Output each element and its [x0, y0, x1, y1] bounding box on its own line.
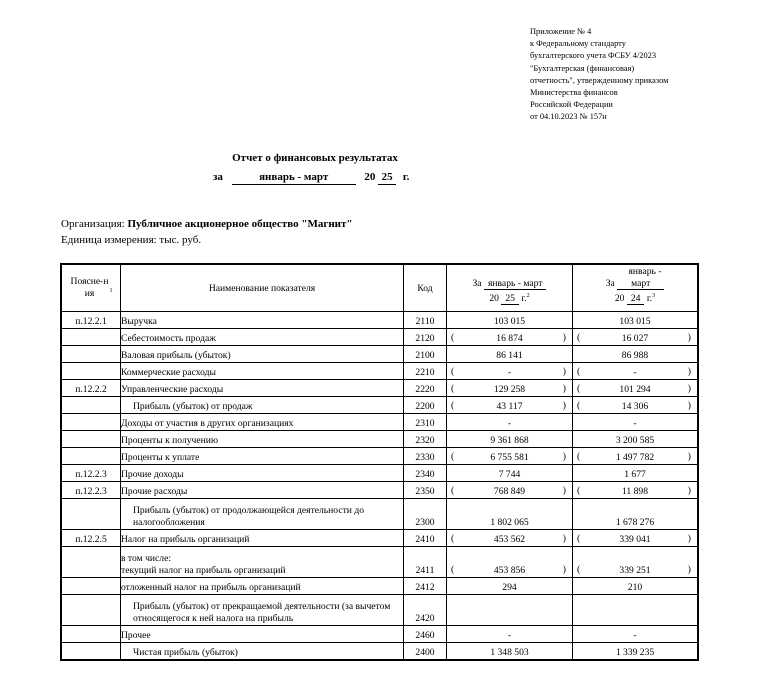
close-paren: ) [562, 485, 566, 496]
value-text: 1 497 782 [615, 452, 655, 463]
row-code: 2100 [404, 346, 447, 363]
value-text: 339 041 [619, 534, 651, 545]
row-value-1 [447, 414, 573, 431]
table-row [61, 312, 698, 329]
table-row [61, 465, 698, 482]
row-code: 2340 [404, 465, 447, 482]
row-value-2 [573, 578, 699, 595]
row-name: Выручка [121, 312, 404, 329]
open-paren: ( [577, 533, 581, 544]
year-unit: г. [402, 171, 410, 183]
row-value-1 [447, 312, 573, 329]
value-text: 16 027 [621, 333, 649, 344]
row-value-2 [573, 465, 699, 482]
col2-year: 24 [627, 293, 645, 305]
row-code: 2310 [404, 414, 447, 431]
row-value-2 [573, 329, 699, 346]
col2-year-prefix: 20 [614, 293, 625, 305]
table-row [61, 547, 698, 578]
col1-year-unit: г. [521, 293, 527, 305]
row-value-2 [573, 482, 699, 499]
row-value-1 [447, 465, 573, 482]
col2-period: март [617, 278, 664, 290]
financial-results-table [60, 263, 699, 661]
table-body [61, 312, 698, 661]
value-text: - [633, 367, 637, 378]
year-suffix: 25 [378, 171, 396, 185]
open-paren: ( [577, 485, 581, 496]
value-text: 6 755 581 [490, 452, 529, 463]
close-paren: ) [562, 451, 566, 462]
value-text: - [507, 367, 512, 378]
row-value-2 [573, 363, 699, 380]
row-value-2 [573, 626, 699, 643]
row-value-1 [447, 363, 573, 380]
appendix-line: Российской Федерации [530, 100, 613, 110]
row-note: п.12.2.1 [61, 312, 121, 329]
close-paren: ) [562, 332, 566, 343]
row-value-2 [573, 380, 699, 397]
close-paren: ) [687, 332, 691, 343]
table-row [61, 414, 698, 431]
row-note [61, 346, 121, 363]
row-note [61, 547, 121, 578]
value-text: 86 141 [496, 350, 523, 361]
row-name: Себестоимость продаж [121, 329, 404, 346]
row-code: 2411 [404, 547, 447, 578]
value-text: 101 294 [619, 384, 651, 395]
table-row [61, 380, 698, 397]
value-text: 1 348 503 [490, 647, 529, 658]
value-text: 1 678 276 [615, 517, 655, 528]
row-note: п.12.2.3 [61, 465, 121, 482]
row-value-2 [573, 448, 699, 465]
row-name: Коммерческие расходы [121, 363, 404, 380]
appendix-line: к Федеральному стандарту [530, 39, 626, 49]
row-code: 2412 [404, 578, 447, 595]
header-code: Код [404, 264, 447, 312]
table-row [61, 626, 698, 643]
close-paren: ) [687, 400, 691, 411]
close-paren: ) [687, 366, 691, 377]
row-value-2 [573, 547, 699, 578]
open-paren: ( [577, 451, 581, 462]
row-code: 2220 [404, 380, 447, 397]
header-name: Наименование показателя [121, 264, 404, 312]
table-row [61, 482, 698, 499]
header-note [61, 264, 121, 312]
col2-top: январь - [628, 266, 662, 277]
row-name: Чистая прибыль (убыток) [121, 643, 404, 661]
close-paren: ) [562, 366, 566, 377]
table-row [61, 595, 698, 626]
row-note [61, 595, 121, 626]
row-note [61, 363, 121, 380]
col1-year: 25 [501, 293, 519, 305]
header-col1 [447, 264, 573, 312]
row-value-2 [573, 414, 699, 431]
col1-sup: 2 [526, 293, 530, 299]
table-row [61, 643, 698, 661]
table-row [61, 499, 698, 530]
report-title: Отчет о финансовых результатах [232, 152, 398, 164]
row-name: Прибыль (убыток) от продаж [121, 397, 404, 414]
open-paren: ( [451, 366, 455, 377]
row-code: 2200 [404, 397, 447, 414]
close-paren: ) [562, 400, 566, 411]
value-text: 3 200 585 [615, 435, 655, 446]
row-code: 2420 [404, 595, 447, 626]
row-value-1 [447, 499, 573, 530]
header-note-sup: 1 [109, 287, 113, 294]
appendix-line: отчетность", утвержденному приказом [530, 75, 669, 85]
row-value-1 [447, 448, 573, 465]
value-text: 86 988 [621, 350, 649, 361]
row-value-2 [573, 643, 699, 661]
row-value-2 [573, 346, 699, 363]
row-name: Прибыль (убыток) от продолжающейся деятельности до налогообложения [121, 499, 404, 530]
open-paren: ( [451, 564, 455, 575]
row-note [61, 431, 121, 448]
value-text: 1 802 065 [490, 517, 529, 528]
row-code: 2460 [404, 626, 447, 643]
row-note: п.12.2.3 [61, 482, 121, 499]
appendix-line: Министерства финансов [530, 88, 618, 98]
value-text: 294 [502, 582, 517, 593]
header-note-label: Поясне-ния [70, 276, 109, 299]
table-row [61, 329, 698, 346]
open-paren: ( [451, 485, 455, 496]
value-text: 453 856 [493, 565, 526, 576]
row-code: 2320 [404, 431, 447, 448]
row-value-2 [573, 431, 699, 448]
close-paren: ) [687, 451, 691, 462]
row-note [61, 643, 121, 661]
row-note: п.12.2.5 [61, 530, 121, 547]
value-text: 1 677 [624, 469, 646, 480]
row-name: в том числе: текущий налог на прибыль организаций [121, 547, 404, 578]
row-value-2 [573, 530, 699, 547]
row-name: Налог на прибыль организаций [121, 530, 404, 547]
row-name: Прочее [121, 626, 404, 643]
row-name: Проценты к получению [121, 431, 404, 448]
header-col2 [573, 264, 699, 312]
row-name: Доходы от участия в других организациях [121, 414, 404, 431]
period-value: январь - март [232, 171, 356, 185]
row-value-1 [447, 380, 573, 397]
row-code: 2210 [404, 363, 447, 380]
row-name: Прочие расходы [121, 482, 404, 499]
open-paren: ( [451, 451, 455, 462]
row-code: 2400 [404, 643, 447, 661]
table-row [61, 346, 698, 363]
value-text: 129 258 [493, 384, 526, 395]
unit-line: Единица измерения: тыс. руб. [61, 234, 202, 246]
organization-label: Организация: [61, 218, 125, 230]
col1-year-prefix: 20 [489, 293, 499, 305]
col2-prefix: За [605, 278, 615, 289]
row-value-1 [447, 595, 573, 626]
appendix-line: бухгалтерского учета ФСБУ 4/2023 [530, 51, 657, 61]
row-name: Прибыль (убыток) от прекращаемой деятельности (за вычетом относящегося к ней налога на прибыль [121, 595, 404, 626]
close-paren: ) [687, 533, 691, 544]
close-paren: ) [562, 533, 566, 544]
row-value-1 [447, 530, 573, 547]
row-name: Управленческие расходы [121, 380, 404, 397]
value-text: - [633, 418, 637, 429]
table-row [61, 363, 698, 380]
row-name: Валовая прибыль (убыток) [121, 346, 404, 363]
appendix-header [530, 26, 770, 124]
value-text: - [633, 630, 637, 641]
row-note [61, 578, 121, 595]
row-note [61, 414, 121, 431]
open-paren: ( [577, 366, 581, 377]
row-code: 2110 [404, 312, 447, 329]
appendix-line: от 04.10.2023 № 157н [530, 112, 607, 122]
col2-year-unit: г. [646, 293, 653, 305]
row-code: 2120 [404, 329, 447, 346]
row-value-1 [447, 578, 573, 595]
table-row [61, 530, 698, 547]
value-text: 768 849 [493, 486, 526, 497]
organization-line [61, 218, 353, 230]
close-paren: ) [562, 383, 566, 394]
row-value-1 [447, 329, 573, 346]
open-paren: ( [577, 564, 581, 575]
row-value-2 [573, 595, 699, 626]
row-value-2 [573, 397, 699, 414]
row-note: п.12.2.2 [61, 380, 121, 397]
open-paren: ( [577, 383, 581, 394]
row-value-1 [447, 547, 573, 578]
open-paren: ( [577, 400, 581, 411]
table-row [61, 397, 698, 414]
value-text: 16 874 [496, 333, 523, 344]
open-paren: ( [451, 400, 455, 411]
table-row [61, 431, 698, 448]
open-paren: ( [451, 383, 455, 394]
value-text: 43 117 [496, 401, 523, 412]
row-note [61, 329, 121, 346]
value-text: 339 251 [619, 565, 651, 576]
value-text: 453 562 [493, 534, 526, 545]
value-text: 14 306 [621, 401, 649, 412]
row-note [61, 499, 121, 530]
row-value-1 [447, 482, 573, 499]
col2-sup: 3 [652, 293, 656, 299]
close-paren: ) [562, 564, 566, 575]
value-text: - [507, 630, 512, 641]
col1-prefix: За [472, 278, 482, 289]
close-paren: ) [687, 383, 691, 394]
row-code: 2330 [404, 448, 447, 465]
value-text: 103 015 [619, 316, 651, 327]
table-row [61, 448, 698, 465]
value-text: 103 015 [493, 316, 526, 327]
report-period [213, 171, 409, 185]
row-value-1 [447, 397, 573, 414]
organization-name: Публичное акционерное общество "Магнит" [127, 218, 353, 230]
row-code: 2350 [404, 482, 447, 499]
row-code: 2410 [404, 530, 447, 547]
open-paren: ( [451, 332, 455, 343]
row-value-1 [447, 346, 573, 363]
row-name: Проценты к уплате [121, 448, 404, 465]
row-note [61, 626, 121, 643]
row-value-1 [447, 626, 573, 643]
value-text: 9 361 868 [490, 435, 529, 446]
value-text: 7 744 [498, 469, 521, 480]
close-paren: ) [687, 564, 691, 575]
period-for-label: за [213, 171, 223, 183]
open-paren: ( [577, 332, 581, 343]
row-code: 2300 [404, 499, 447, 530]
table-row [61, 578, 698, 595]
row-name: отложенный налог на прибыль организаций [121, 578, 404, 595]
open-paren: ( [451, 533, 455, 544]
close-paren: ) [687, 485, 691, 496]
row-value-1 [447, 643, 573, 661]
row-value-1 [447, 431, 573, 448]
value-text: 210 [627, 582, 643, 593]
row-note [61, 448, 121, 465]
value-text: 1 339 235 [615, 647, 655, 658]
appendix-line: Приложение № 4 [530, 27, 592, 36]
row-name: Прочие доходы [121, 465, 404, 482]
row-value-2 [573, 312, 699, 329]
col1-period: январь - март [484, 278, 547, 290]
value-text: - [507, 418, 512, 429]
year-prefix: 20 [364, 171, 376, 183]
row-value-2 [573, 499, 699, 530]
value-text: 11 898 [621, 486, 649, 497]
row-note [61, 397, 121, 414]
appendix-line: "Бухгалтерская (финансовая) [530, 63, 635, 73]
